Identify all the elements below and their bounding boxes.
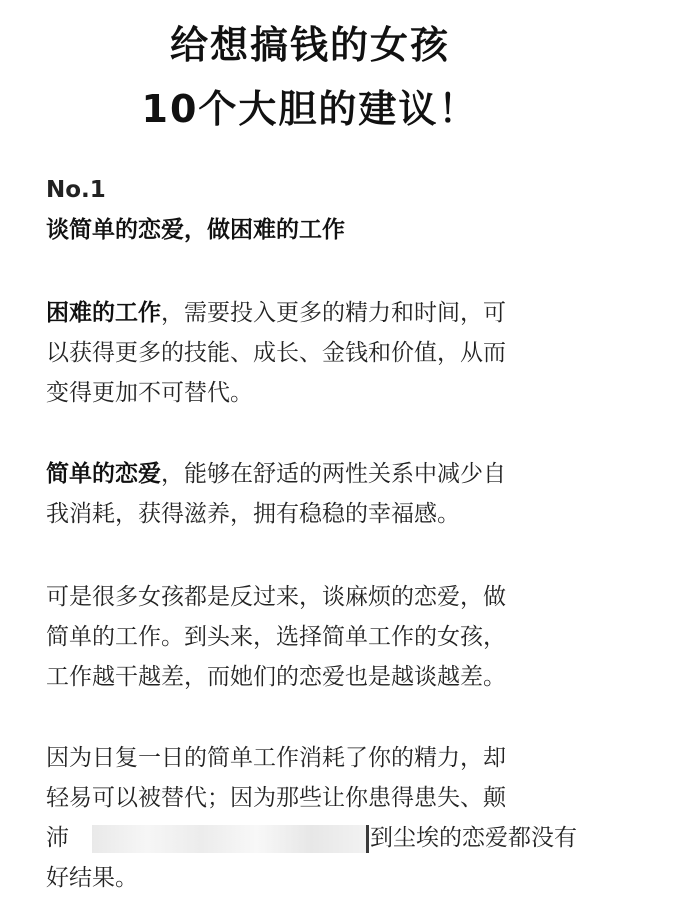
paragraph-2-line-1 [46, 458, 506, 490]
paragraph-2-line-2: 我消耗，获得滋养，拥有稳稳的幸福感。 [46, 501, 460, 527]
paragraph-1-line-2: 以获得更多的技能、成长、金钱和价值，从而 [46, 340, 506, 366]
redaction-blur [92, 825, 369, 853]
paragraph-1-bold-lead: 困难的工作 [46, 300, 161, 326]
title-line-2: 10个大胆的建议！ [141, 87, 479, 131]
title-line-1: 给想搞钱的女孩 [169, 23, 450, 67]
paragraph-1-line-1 [46, 297, 506, 329]
paragraph-3-line-1: 可是很多女孩都是反过来，谈麻烦的恋爱，做 [46, 584, 506, 610]
paragraph-1-line-3: 变得更加不可替代。 [46, 380, 253, 406]
paragraph-2-line-1-text: ，能够在舒适的两性关系中减少自 [161, 461, 506, 487]
section-heading: 谈简单的恋爱，做困难的工作 [46, 217, 345, 243]
paragraph-2-bold-lead: 简单的恋爱 [46, 461, 161, 487]
paragraph-1-line-1-text: ，需要投入更多的精力和时间，可 [161, 300, 506, 326]
paragraph-4-line-1: 因为日复一日的简单工作消耗了你的精力，却 [46, 745, 506, 771]
paragraph-4-line-2: 轻易可以被替代；因为那些让你患得患失、颠 [46, 785, 506, 811]
paragraph-4-line-3-start: 沛 [46, 825, 69, 851]
paragraph-4-line-4: 好结果。 [46, 865, 138, 891]
paragraph-4-line-3-end: 到尘埃的恋爱都没有 [370, 825, 577, 851]
paragraph-3-line-2: 简单的工作。到头来，选择简单工作的女孩， [46, 624, 506, 650]
section-number: No.1 [46, 177, 106, 203]
paragraph-3-line-3: 工作越干越差，而她们的恋爱也是越谈越差。 [46, 664, 506, 690]
